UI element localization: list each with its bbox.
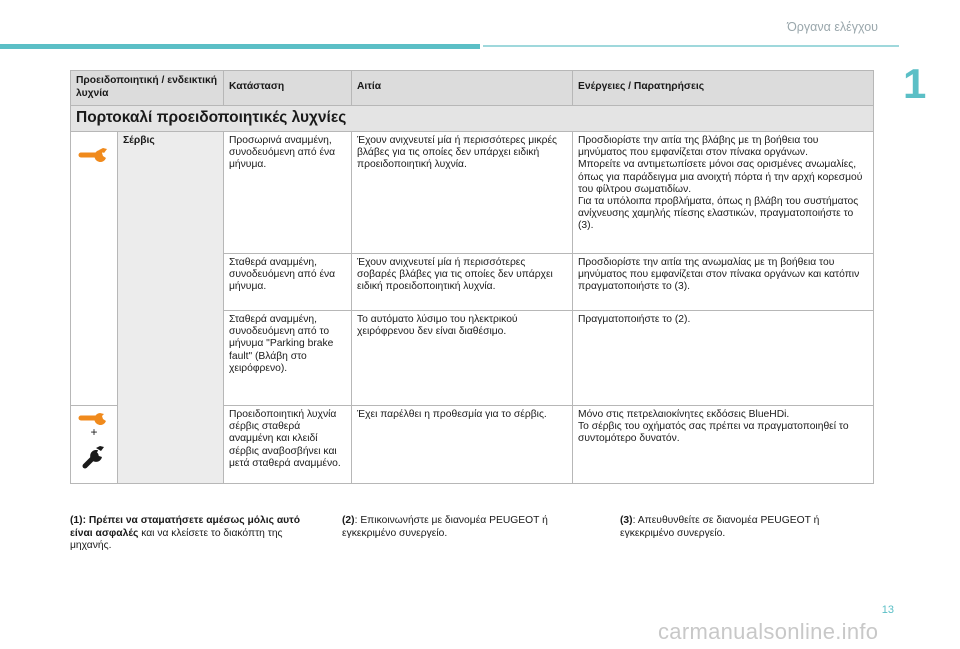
footnote-2-text: : Επικοινωνήστε με διανομέα PEUGEOT ή εγκεκριμένο συνεργείο. [342, 515, 548, 539]
cause-cell: Έχουν ανιχνευτεί μία ή περισσότερες μικρές βλάβες για τις οποίες δεν υπάρχει ειδική προειδοποιητική λυχνία. [352, 132, 573, 254]
action-cell: Πραγματοποιήστε το (2). [573, 311, 874, 406]
wrench-icon [78, 411, 110, 425]
column-header-actions: Ενέργειες / Παρατηρήσεις [573, 71, 874, 106]
column-header-cause: Αιτία [352, 71, 573, 106]
header-accent-line [483, 45, 899, 47]
footnote-2-bold: (2) [342, 515, 355, 526]
footnote-1-bold: (1): Πρέπει να σταματήσετε αμέσως μόλις αυτό είναι ασφαλές [70, 515, 301, 539]
action-cell: Μόνο στις πετρελαιοκίνητες εκδόσεις BlueHDi. Το σέρβις του οχήματός σας πρέπει να πραγματοποιηθεί το συντομότερο δυνατόν. [573, 406, 874, 484]
page-header-title: Όργανα ελέγχου [787, 20, 878, 34]
action-cell: Προσδιορίστε την αιτία της ανωμαλίας με τη βοήθεια του μηνύματος που εμφανίζεται στον πίνακα οργάνων και κατόπιν πραγματοποιήστε το (3). [573, 254, 874, 311]
lamp-icon-cell [71, 132, 118, 406]
cause-cell: Το αυτόματο λύσιμο του ηλεκτρικού χειρόφρενου δεν είναι διαθέσιμο. [352, 311, 573, 406]
chapter-number: 1 [903, 60, 927, 107]
table-header-row [71, 71, 874, 106]
wrench-icon [78, 147, 110, 163]
footnote-3-bold: (3) [620, 515, 633, 526]
lamp-icon-cell [71, 406, 118, 484]
state-cell: Σταθερά αναμμένη, συνοδευόμενη από το μήνυμα "Parking brake fault" (Βλάβη στο χειρόφρενο). [224, 311, 352, 406]
wrench-icon [81, 444, 107, 470]
watermark[interactable]: carmanualsonline.info [658, 619, 879, 644]
header-accent-bar [0, 44, 480, 49]
page-number: 13 [881, 604, 894, 616]
section-title: Πορτοκαλί προειδοποιητικές λυχνίες [71, 106, 874, 132]
footnote-3 [620, 515, 850, 540]
service-label: Σέρβις [118, 132, 224, 484]
table-row [71, 132, 874, 254]
section-row [71, 106, 874, 132]
footnote-1-text: και να κλείσετε το διακόπτη της μηχανής. [70, 527, 283, 551]
action-cell: Προσδιορίστε την αιτία της βλάβης με τη βοήθεια του μηνύματος που εμφανίζεται στον πίνακα οργάνων. Μπορείτε να αντιμετωπίσετε μόνοι σας ορισμένες ανωμαλίες, όπως για παράδειγμα μια ανοιχτή πόρτα ή την αρχή κορεσμού του φίλτρου σωματιδίων. Για τα υπόλοιπα προβλήματα, όπως η βλάβη του συστήματος ανίχνευσης χαμηλής πίεσης ελαστικών, πραγματοποιήστε το (3). [573, 132, 874, 254]
column-header-lamp: Προειδοποιητική / ενδεικτική λυχνία [71, 71, 224, 106]
cause-cell: Έχουν ανιχνευτεί μία ή περισσότερες σοβαρές βλάβες για τις οποίες δεν υπάρχει ειδική προειδοποιητική λυχνία. [352, 254, 573, 311]
cause-cell: Έχει παρέλθει η προθεσμία για το σέρβις. [352, 406, 573, 484]
state-cell: Σταθερά αναμμένη, συνοδευόμενη από ένα μήνυμα. [224, 254, 352, 311]
plus-sign: + [90, 425, 98, 439]
footnote-3-text: : Απευθυνθείτε σε διανομέα PEUGEOT ή εγκεκριμένο συνεργείο. [620, 515, 820, 539]
footnote-1 [70, 515, 310, 553]
state-cell: Προειδοποιητική λυχνία σέρβις σταθερά αναμμένη και κλειδί σέρβις αναβοσβήνει και μετά σταθερά αναμμένο. [224, 406, 352, 484]
state-cell: Προσωρινά αναμμένη, συνοδευόμενη από ένα μήνυμα. [224, 132, 352, 254]
footnote-2 [342, 515, 572, 540]
warning-lamps-table [70, 70, 874, 484]
column-header-state: Κατάσταση [224, 71, 352, 106]
